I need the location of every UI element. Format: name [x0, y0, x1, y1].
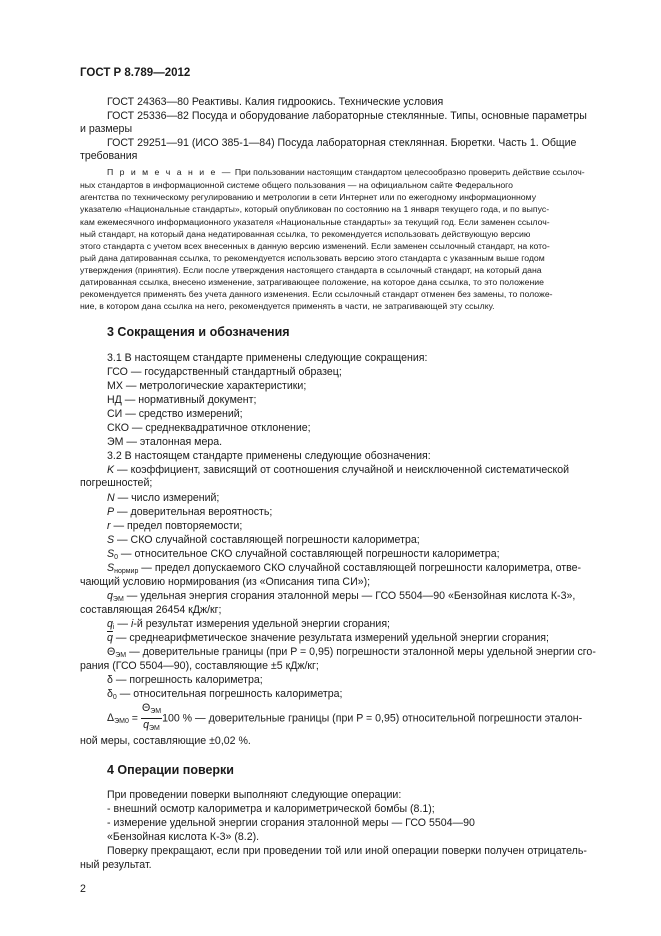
symbol-s-normir-cont: чающий условию нормирования (из «Описания типа СИ»); [80, 576, 371, 588]
abbr-gso: ГСО — государственный стандартный образец; [107, 366, 342, 378]
note-line-2: ных стандартов в информационной системе общего пользования — на официальном сайте Федерального [80, 180, 513, 190]
ref-gost-25336: ГОСТ 25336—82 Посуда и оборудование лабораторные стеклянные. Типы, основные параметры [107, 110, 587, 122]
note-line-11: рекомендуется применять без учета данного изменения. Если ссылочный стандарт отменен без замены, то положе- [80, 289, 553, 299]
page-number: 2 [80, 883, 86, 895]
ref-gost-29251-cont: требования [80, 150, 138, 162]
paragraph-3-1: 3.1 В настоящем стандарте применены следующие сокращения: [107, 352, 428, 364]
abbr-si: СИ — средство измерений; [107, 408, 243, 420]
symbol-q-mean: $\overline{q}$ — среднеарифметическое значение результата измерений удельной энергии сгорания; [107, 632, 549, 644]
section-3-title: 3 Сокращения и обозначения [107, 325, 290, 339]
abbr-mh: МХ — метрологические характеристики; [107, 380, 307, 392]
symbol-s0: $S_0$ — относительное СКО случайной составляющей погрешности калориметра; [107, 548, 500, 561]
symbol-delta: δ — погрешность калориметра; [107, 674, 263, 686]
symbol-k-cont: погрешностей; [80, 477, 153, 489]
formula-delta-em0: $\Delta_{ЭМ0}$ = $\frac{\Theta_{ЭМ}}{q_{ЭМ}}$ 100 % — доверительные границы (при P = 0,95) относительной погрешности эталон- [107, 702, 582, 735]
ref-gost-25336-cont: и размеры [80, 123, 133, 135]
note-label: П р и м е ч а н и е — [107, 167, 233, 177]
section-4-final: Поверку прекращают, если при проведении той или иной операции поверки получен отрицатель- [107, 845, 587, 857]
note-line-9: утверждения (принятия). Если после утверждения настоящего стандарта в ссылочный стандарт, на который дана [80, 265, 542, 275]
section-4-intro: При проведении поверки выполняют следующие операции: [107, 789, 402, 801]
symbol-q-em: $q_{ЭМ}$ — удельная энергия сгорания эталонной меры — ГСО 5504—90 «Бензойная кислота К-3», [107, 590, 576, 603]
symbol-theta-em-cont: рания (ГСО 5504—90), составляющие ±5 кДж/кг; [80, 660, 319, 672]
symbol-k: K — коэффициент, зависящий от соотношения случайной и неисключенной систематической [107, 464, 570, 476]
section-4-title: 4 Операции поверки [107, 763, 234, 777]
formula-fraction: $\frac{\Theta_{ЭМ}}{q_{ЭМ}}$ [141, 702, 162, 732]
symbol-delta0: $\delta_0$ — относительная погрешность калориметра; [107, 688, 343, 701]
symbol-q-i: $q_i$ — i-й результат измерения удельной энергии сгорания; [107, 618, 390, 631]
symbol-s-normir: $S_{нормир}$ — предел допускаемого СКО случайной составляющей погрешности калориметра, отве- [107, 562, 582, 575]
symbol-n: N — число измерений; [107, 492, 220, 504]
note-line-1: П р и м е ч а н и е — При пользовании настоящим стандартом целесообразно проверить действие ссылоч- [107, 167, 585, 177]
operation-item-1: - внешний осмотр калориметра и калориметрической бомбы (8.1); [107, 803, 435, 815]
note-line-5: кам ежемесячного информационного указателя «Национальные стандарты» за текущий год. Если заменен ссылоч- [80, 217, 550, 227]
symbol-p: P — доверительная вероятность; [107, 506, 273, 518]
abbr-em: ЭМ — эталонная мера. [107, 436, 223, 448]
note-line-8: рый дана датированная ссылка, то рекомендуется использовать версию этого стандарта с указанным выше годом [80, 253, 545, 263]
note-line-3: агентства по техническому регулированию и метрологии в сети Интернет или по ежегодному информационному [80, 192, 537, 202]
symbol-s: S — СКО случайной составляющей погрешности калориметра; [107, 534, 420, 546]
abbr-nd: НД — нормативный документ; [107, 394, 257, 406]
document-header: ГОСТ Р 8.789—2012 [80, 67, 191, 79]
operation-item-2: - измерение удельной энергии сгорания эталонной меры — ГСО 5504—90 [107, 817, 475, 829]
ref-gost-24363: ГОСТ 24363—80 Реактивы. Калия гидроокись. Технические условия [107, 96, 444, 108]
note-line-7: этого стандарта с учетом всех внесенных в данную версию изменений. Если заменен ссылочный стандарт, на кото- [80, 241, 550, 251]
symbol-q-em-cont: составляющая 26454 кДж/кг; [80, 604, 222, 616]
formula-lhs: $\Delta_{ЭМ0}$ [107, 712, 129, 726]
abbr-sko: СКО — среднеквадратичное отклонение; [107, 422, 311, 434]
note-line-6: ный стандарт, на который дана недатированная ссылка, то рекомендуется использовать действующую версию [80, 229, 531, 239]
formula-cont: ной меры, составляющие ±0,02 %. [80, 735, 251, 747]
paragraph-3-2: 3.2 В настоящем стандарте применены следующие обозначения: [107, 450, 431, 462]
note-line-4: указателю «Национальные стандарты», который опубликован по состоянию на 1 января текущего года, и по выпус- [80, 204, 550, 214]
operation-item-2-cont: «Бензойная кислота К-3» (8.2). [107, 831, 260, 843]
note-line-10: датированная ссылка, внесено изменение, затрагивающее положение, на которое дана ссылка, то это положение [80, 277, 544, 287]
section-4-final-cont: ный результат. [80, 859, 152, 871]
note-line-12: ние, в котором дана ссылка на него, рекомендуется применять в части, не затрагивающей эту ссылку. [80, 301, 495, 311]
symbol-theta-em: $\Theta_{ЭМ}$ — доверительные границы (при P = 0,95) погрешности эталонной меры удельной энергии сго- [107, 646, 596, 659]
symbol-r: r — предел повторяемости; [107, 520, 243, 532]
ref-gost-29251: ГОСТ 29251—91 (ИСО 385-1—84) Посуда лабораторная стеклянная. Бюретки. Часть 1. Общие [107, 137, 577, 149]
